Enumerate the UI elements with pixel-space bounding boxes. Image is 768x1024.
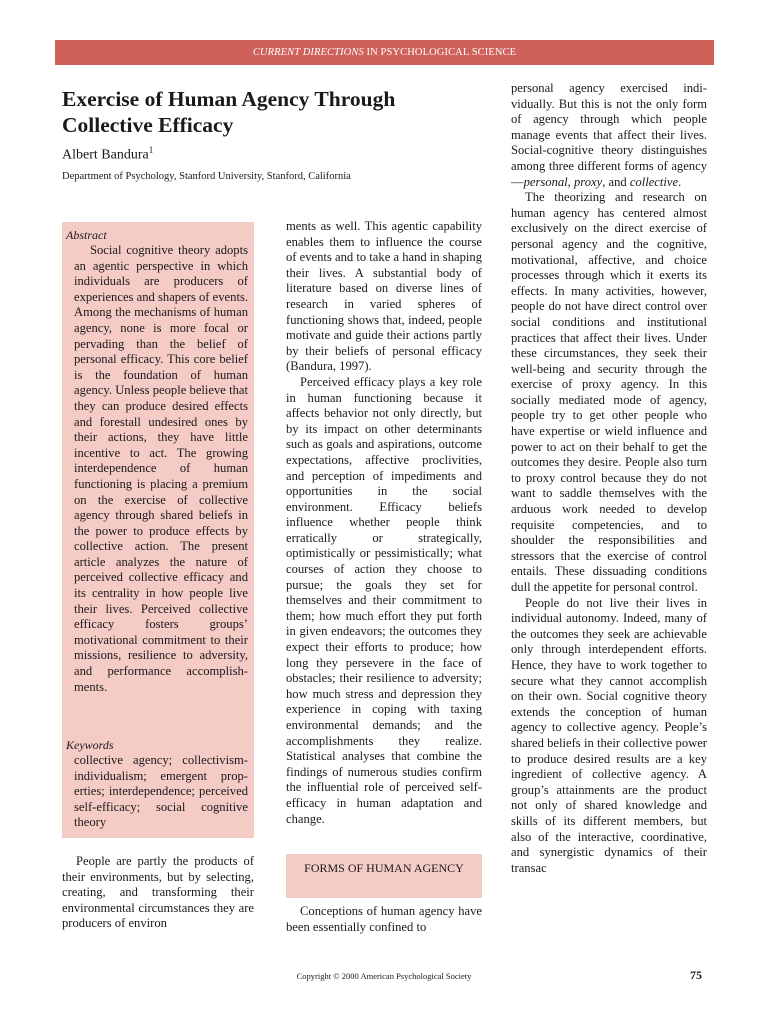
keywords-text: collective agency; collectivism-individualism; emergent properties; interdependence; perceived self-efficacy; social cognitive theory <box>74 753 248 830</box>
body-paragraph: Conceptions of human agency have been essentially confined to <box>286 904 482 934</box>
punctuation: . <box>678 174 682 189</box>
author-footnote-marker: 1 <box>148 145 154 155</box>
keywords-heading: Keywords <box>66 738 114 752</box>
author-line <box>62 145 153 164</box>
abstract-heading: Abstract <box>66 228 107 242</box>
banner-journal-italic: CURRENT DIRECTIONS <box>252 47 364 58</box>
author-name: Albert Bandura <box>62 147 149 163</box>
affiliation: Department of Psychology, Stanford University, Stanford, California <box>62 171 351 182</box>
abstract-text: Social cognitive theory adopts an agentic perspective in which individuals are producers of experiences and shapers of events. Among the mechanisms of human agency, none is more focal or pervading than the belief of personal efficacy. This core belief is the foundation of human agency. Unless people believe that they can produce desired effects and forestall undesired ones by their actions, they have little incentive to act. The growing interdependence of human functioning is placing a premium on the exercise of collective agency through shared beliefs in the power to produce effects by collective action. The present article analyzes the nature of perceived collective efficacy and its centrality in how people live their lives. Perceived collective efficacy fosters groups’ motivational commitment to their missions, resilience to adversity, and performance accomplishments. <box>74 243 248 694</box>
column-3 <box>511 81 707 876</box>
term-personal: personal <box>523 174 568 189</box>
body-paragraph <box>511 81 707 190</box>
body-paragraph: People do not live their lives in individual autonomy. Indeed, many of the outcomes they seek are achievable only through interdependent efforts. Hence, they have to work together to secure what they cannot accomplish on their own. Social cognitive theory extends the conception of human agency to collective agency. People’s shared beliefs in their collective power to produce desired results are a key ingredient of collective agency. A group’s attainments are the product not only of shared knowledge and skills of its different members, but also of the interactive, coordinative, and synergistic dynamics of their transac <box>511 595 707 875</box>
article-title: Exercise of Human Agency Through Collective Efficacy <box>62 87 396 137</box>
banner-journal-rest: IN PSYCHOLOGICAL SCIENCE <box>363 47 517 58</box>
body-paragraph: Perceived efficacy plays a key role in human functioning because it affects behavior not only directly, but by its impact on other determinants such as goals and aspirations, outcome expectations, affective proclivities, and perception of impediments and opportunities in the social environment. Efficacy beliefs influence whether people think erratically or strategically, optimistically or pessimistically; what courses of action they choose to pursue; the goals they set for themselves and their commitment to them; how much effort they put forth in given endeavors; the outcomes they expect their efforts to produce; how long they persevere in the face of obstacles; their resilience to adversity; how much stress and depression they experience in coping with taxing environmental demands; and the accomplishments they realize. Statistical analyses that combine the findings of numerous studies confirm the influential role of perceived self-efficacy in human adaptation and change. <box>286 374 482 826</box>
column-1-intro <box>62 854 254 932</box>
section-heading: FORMS OF HUMAN AGENCY <box>304 861 464 875</box>
term-proxy: proxy <box>573 174 603 189</box>
page-number: 75 <box>690 968 702 982</box>
paragraph-text: personal agency exercised individually. But this is not the only form of agency through which people manage events that affect their lives. Social-cognitive theory distinguishes among three different forms of agency— <box>511 81 707 189</box>
body-paragraph: The theorizing and research on human agency has centered almost exclusively on the direct exercise of personal agency and the cognitive, motivational, affective, and choice processes through which it exerts its effects. In many activities, however, people do not have direct control over social conditions and institutional practices that affect their lives. Under these circumstances, they seek their well-being and security through the exercise of proxy agency. In this socially mediated mode of agency, people try to get other people who have expertise or wield influence and power to act on their behalf to get the outcomes they desire. People also turn to proxy control because they do not want to saddle themselves with the arduous work needed to develop requisite competencies, and to shoulder the responsibilities and stressors that the exercise of control entails. These dissuading conditions dull the appetite for personal control. <box>511 190 707 594</box>
punctuation: , <box>567 174 574 189</box>
column-2 <box>286 219 482 827</box>
copyright-notice: Copyright © 2000 American Psychological Society <box>296 971 472 981</box>
body-paragraph: ments as well. This agentic capability enables them to influence the course of events and to take a hand in shaping their lives. A substantial body of literature based on diverse lines of research in varied spheres of functioning shows that, indeed, people motivate and guide their actions partly by their beliefs of personal efficacy (Bandura, 1997). <box>286 219 482 374</box>
intro-paragraph: People are partly the products of their environments, but by selecting, creating, and transforming their environmental circumstances they are producers of environ <box>62 854 254 931</box>
column-2-bottom <box>286 904 482 935</box>
abstract-box <box>62 222 254 838</box>
term-collective: collective <box>629 174 679 189</box>
conjunction: , and <box>602 174 630 189</box>
section-heading-box <box>286 854 482 898</box>
journal-banner <box>55 40 714 65</box>
